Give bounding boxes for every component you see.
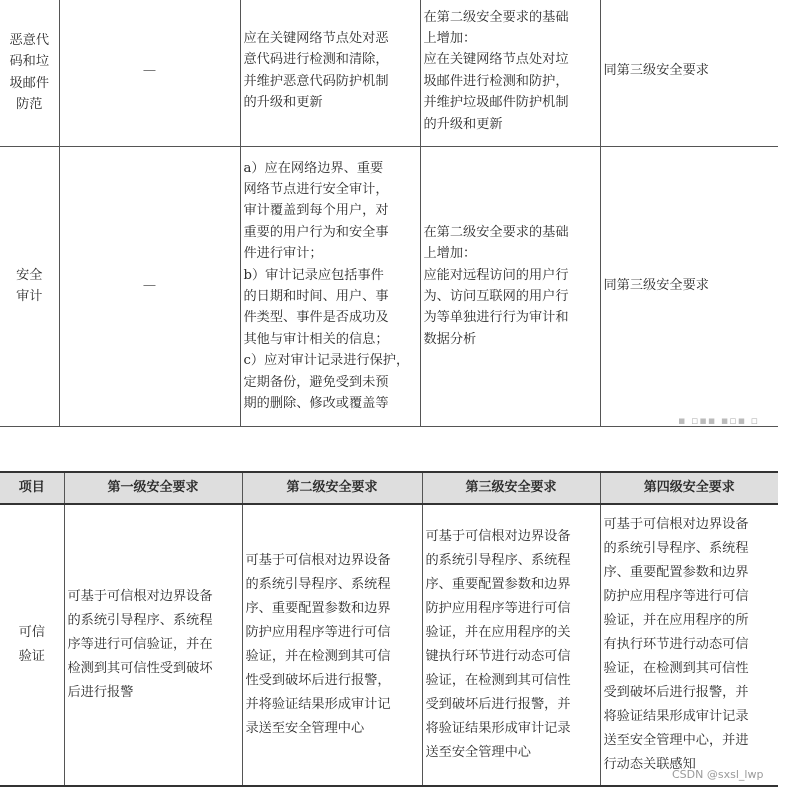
header-level3: 第三级安全要求 — [422, 472, 600, 504]
csdn-watermark: CSDN @sxsl_lwp — [672, 768, 764, 781]
level2-cell: a）应在网络边界、重要 网络节点进行安全审计， 审计覆盖到每个用户，对 重要的用户行为和安全事 件进行审计； b）审计记录应包括事件 的日期和时间、用户、事 件类型、事件是否成功及 其他与审计相关的信息； c）应对审计记录进行保护， 定期备份，避免受到未预 期的删除、修改或覆盖等 — [240, 146, 420, 426]
table-row — [0, 0, 778, 146]
table-row — [0, 146, 778, 426]
item-cell: 可信 验证 — [0, 504, 64, 786]
level2-cell: 可基于可信根对边界设备 的系统引导程序、系统程 序、重要配置参数和边界 防护应用程序等进行可信 验证，并在检测到其可信 性受到破坏后进行报警， 并将验证结果形成审计记 录送至安全管理中心 — [242, 504, 422, 786]
level3-cell: 在第二级安全要求的基础 上增加： 应在关键网络节点处对垃 圾邮件进行检测和防护， 并维护垃圾邮件防护机制 的升级和更新 — [420, 0, 600, 146]
header-level2: 第二级安全要求 — [242, 472, 422, 504]
level3-cell: 可基于可信根对边界设备 的系统引导程序、系统程 序、重要配置参数和边界 防护应用程序等进行可信 验证，并在应用程序的关 键执行环节进行动态可信 验证，在检测到其可信性 受到破坏后进行报警，并 将验证结果形成审计记录 送至安全管理中心 — [422, 504, 600, 786]
item-cell: 恶意代 码和垃 圾邮件 防范 — [0, 0, 59, 146]
level1-cell: — — [59, 146, 240, 426]
header-level1: 第一级安全要求 — [64, 472, 242, 504]
trusted-verification-table — [0, 471, 778, 787]
level1-cell: — — [59, 0, 240, 146]
level2-cell: 应在关键网络节点处对恶 意代码进行检测和清除， 并维护恶意代码防护机制 的升级和更新 — [240, 0, 420, 146]
header-level4: 第四级安全要求 — [600, 472, 778, 504]
header-row — [0, 472, 778, 504]
table-row — [0, 504, 778, 786]
level4-cell: 同第三级安全要求 — [600, 0, 778, 146]
level1-cell: 可基于可信根对边界设备 的系统引导程序、系统程 序等进行可信验证，并在 检测到其可信性受到破坏 后进行报警 — [64, 504, 242, 786]
level4-cell: 可基于可信根对边界设备 的系统引导程序、系统程 序、重要配置参数和边界 防护应用程序等进行可信 验证，并在应用程序的所 有执行环节进行动态可信 验证，在检测到其可信性 受到破坏后进行报警，并 将验证结果形成审计记录 送至安全管理中心，并进 行动态关联感知 — [600, 504, 778, 786]
faint-watermark: ▪ ▫▪▪ ▪▫▪ ▫ — [678, 414, 760, 427]
header-item: 项目 — [0, 472, 64, 504]
item-cell: 安全 审计 — [0, 146, 59, 426]
level4-cell: 同第三级安全要求 — [600, 146, 778, 426]
level3-cell: 在第二级安全要求的基础 上增加： 应能对远程访问的用户行 为、访问互联网的用户行 为等单独进行行为审计和 数据分析 — [420, 146, 600, 426]
